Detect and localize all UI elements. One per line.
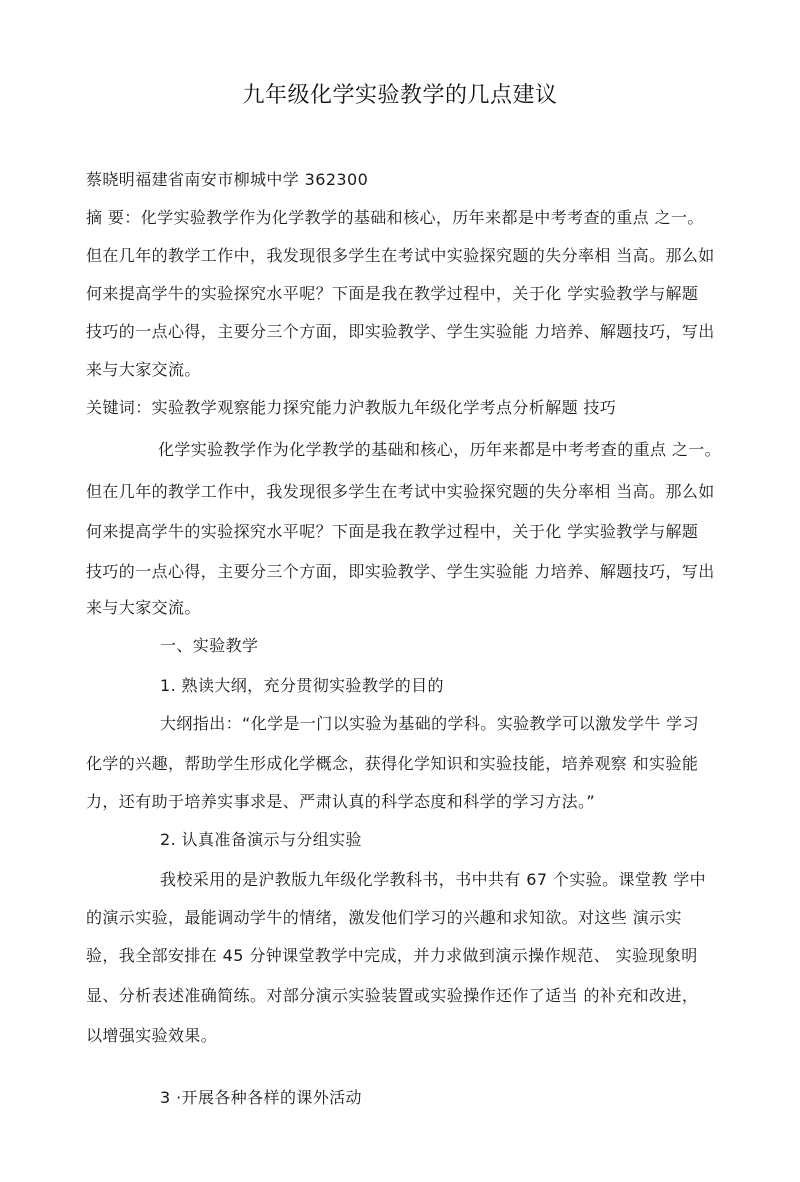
paragraph-line: 以增强实验效果。	[86, 1026, 218, 1045]
paragraph-line: 的演示实验，最能调动学牛的情绪，激发他们学习的兴趣和求知欲。对这些 演示实	[86, 908, 682, 927]
body-paragraph-line: 化学实验教学作为化学教学的基础和核心，历年来都是中考考查的重点 之一。	[158, 440, 722, 459]
subsection-heading: 3 ·开展各种各样的课外活动	[160, 1088, 362, 1107]
body-paragraph-line: 但在几年的教学工作中，我发现很多学生在考试中实验探究题的失分率相 当高。那么如	[86, 482, 715, 501]
subsection-heading: 1. 熟读大纲，充分贯彻实验教学的目的	[160, 676, 444, 695]
abstract-line: 何来提高学牛的实验探究水平呢？下面是我在教学过程中，关于化 学实验教学与解题	[86, 284, 699, 303]
paragraph-line: 我校采用的是沪教版九年级化学教科书，书中共有 67 个实验。课堂教 学中	[160, 870, 707, 889]
quote-line: 大纲指出：“化学是一门以实验为基础的学科。实验教学可以激发学牛 学习	[160, 714, 699, 733]
quote-line: 化学的兴趣，帮助学生形成化学概念，获得化学知识和实验技能，培养观察 和实验能	[86, 754, 699, 773]
abstract-line: 摘 要：化学实验教学作为化学教学的基础和核心，历年来都是中考考查的重点 之一。	[86, 208, 704, 227]
abstract-line: 技巧的一点心得，主要分三个方面，即实验教学、学生实验能 力培养、解题技巧，写出	[86, 322, 715, 341]
author-line: 蔡晓明福建省南安市柳城中学 362300	[86, 170, 369, 189]
paragraph-line: 显、分析表述准确简练。对部分演示实验装置或实验操作还作了适当 的补充和改进，	[86, 986, 699, 1005]
paragraph-line: 验，我全部安排在 45 分钟课堂教学中完成，并力求做到演示操作规范、 实验现象明	[86, 946, 698, 965]
body-paragraph-line: 来与大家交流。	[86, 598, 201, 617]
document-title: 九年级化学实验教学的几点建议	[242, 83, 558, 108]
abstract-line: 来与大家交流。	[86, 360, 201, 379]
body-paragraph-line: 技巧的一点心得，主要分三个方面，即实验教学、学生实验能 力培养、解题技巧，写出	[86, 562, 715, 581]
keywords-line: 关键词：实验教学观察能力探究能力沪教版九年级化学考点分析解题 技巧	[86, 398, 617, 417]
abstract-line: 但在几年的教学工作中，我发现很多学生在考试中实验探究题的失分率相 当高。那么如	[86, 246, 715, 265]
subsection-heading: 2. 认真准备演示与分组实验	[160, 830, 362, 849]
body-paragraph-line: 何来提高学牛的实验探究水平呢？下面是我在教学过程中，关于化 学实验教学与解题	[86, 522, 699, 541]
section-heading: 一、实验教学	[160, 636, 259, 655]
quote-line: 力，还有助于培养实事求是、严肃认真的科学态度和科学的学习方法。”	[86, 792, 596, 811]
